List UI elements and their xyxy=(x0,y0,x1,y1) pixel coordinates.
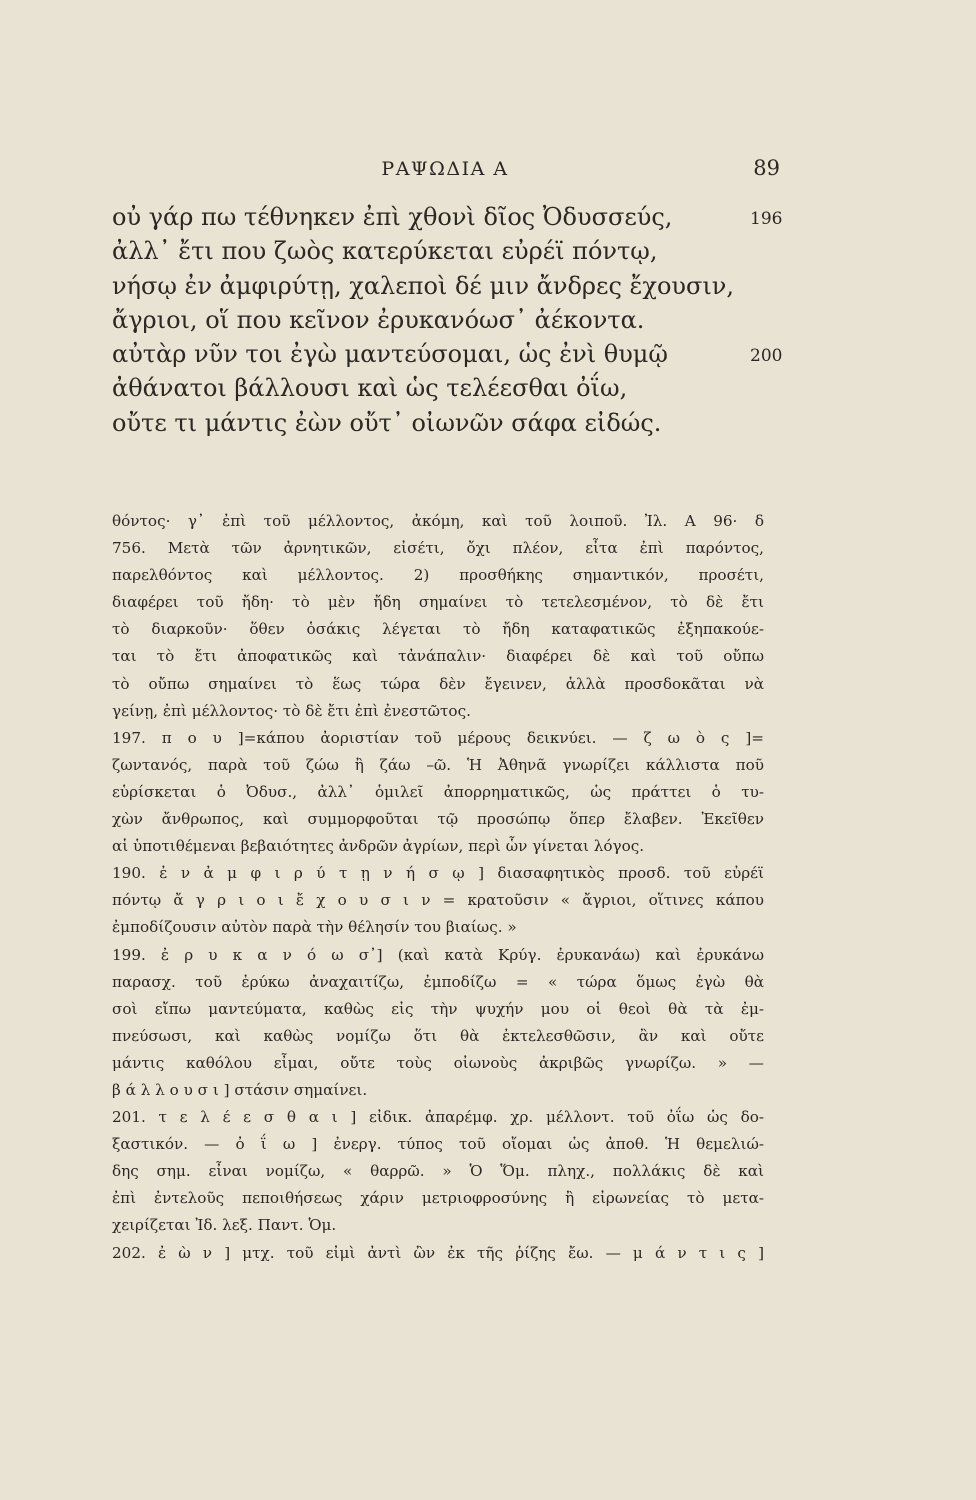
commentary-line: 190. ἐ ν ἀ μ φ ι ρ ύ τ ῃ ν ή σ ῳ ] διασαφητικὸς προσδ. τοῦ εὐρέϊ xyxy=(112,864,764,883)
verse-text: οὔτε τι μάντις ἐὼν οὔτ᾽ οἰωνῶν σάφα εἰδώς. xyxy=(112,408,662,437)
commentary-line: σοὶ εἴπω μαντεύματα, καθὼς εἰς τὴν ψυχήν μου οἱ θεοὶ θὰ τὰ ἐμ- xyxy=(112,999,764,1018)
commentary-line: δης σημ. εἶναι νομίζω, « θαρρῶ. » Ὁ Ὅμ. πληχ., πολλάκις δὲ καὶ xyxy=(112,1162,764,1181)
commentary-line: αἱ ὑποτιθέμεναι βεβαιότητες ἀνδρῶν ἀγρίων, περὶ ὧν γίνεται λόγος. xyxy=(112,837,645,856)
verse-line xyxy=(112,269,792,303)
commentary-line: εὑρίσκεται ὁ Ὀδυσ., ἀλλ᾽ ὁμιλεῖ ἀπορρηματικῶς, ὡς πράττει ὁ τυ- xyxy=(112,782,764,801)
commentary-line: ται τὸ ἔτι ἀποφατικῶς καὶ τἀνάπαλιν· διαφέρει δὲ καὶ τοῦ οὔπω xyxy=(112,647,764,666)
verse-line xyxy=(112,406,792,440)
commentary-line: τὸ οὔπω σημαίνει τὸ ἕως τώρα δὲν ἔγεινεν, ἀλλὰ προσδοκᾶται νὰ xyxy=(112,674,764,693)
commentary-line: 201. τ ε λ έ ε σ θ α ι ] εἰδικ. ἀπαρέμφ. χρ. μέλλοντ. τοῦ ὀΐω ὡς δο- xyxy=(112,1108,764,1127)
verse-text: νήσῳ ἐν ἀμφιρύτῃ, χαλεποὶ δέ μιν ἄνδρες ἔχουσιν, xyxy=(112,271,735,300)
commentary-line: 202. ἐ ὼ ν ] μτχ. τοῦ εἰμὶ ἀντὶ ὢν ἐκ τῆς ῥίζης ἔω. — μ ά ν τ ι ς ] xyxy=(112,1243,764,1262)
commentary-line: ζωντανός, παρὰ τοῦ ζώω ἢ ζάω –ῶ. Ἡ Ἀθηνᾶ γνωρίζει κάλλιστα ποῦ xyxy=(112,755,764,774)
running-title: ΡΑΨΩΔΙΑ Α xyxy=(381,158,509,180)
commentary-line: χὼν ἄνθρωπος, καὶ συμμορφοῦται τῷ προσώπῳ ὅπερ ἔλαβεν. Ἐκεῖθεν xyxy=(112,810,764,829)
verse-text: ἀλλ᾽ ἔτι που ζωὸς κατερύκεται εὐρέϊ πόντῳ, xyxy=(112,237,658,266)
commentary-line: β ά λ λ ο υ σ ι ] στάσιν σημαίνει. xyxy=(112,1080,368,1099)
commentary-line: 197. π ο υ ]=κάπου ἀοριστίαν τοῦ μέρους δεικνύει. — ζ ω ὸ ς ]= xyxy=(112,728,764,747)
verse-block xyxy=(112,200,792,440)
verse-text: ἄγριοι, οἵ που κεῖνον ἐρυκανόωσ᾽ ἀέκοντα. xyxy=(112,305,645,334)
verse-line xyxy=(112,200,792,234)
commentary-line: ξαστικόν. — ὀ ΐ ω ] ἐνεργ. τύπος τοῦ οἴομαι ὡς ἀποθ. Ἡ θεμελιώ- xyxy=(112,1135,764,1154)
commentary-line: γείνῃ, ἐπὶ μέλλοντος· τὸ δὲ ἔτι ἐπὶ ἐνεστῶτος. xyxy=(112,701,471,720)
commentary-line: 199. ἐ ρ υ κ α ν ό ω σ᾽] (καὶ κατὰ Κρύγ. ἐρυκανάω) καὶ ἐρυκάνω xyxy=(112,945,764,964)
commentary-block xyxy=(112,508,764,1267)
commentary-line: χειρίζεται Ἰδ. λεξ. Παντ. Ὁμ. xyxy=(112,1216,337,1235)
commentary-line: θόντος· γ᾽ ἐπὶ τοῦ μέλλοντος, ἀκόμη, καὶ τοῦ λοιποῦ. Ἰλ. Α 96· δ xyxy=(112,512,764,530)
commentary-line: μάντις καθόλου εἶμαι, οὔτε τοὺς οἰωνοὺς ἀκριβῶς γνωρίζω. » — xyxy=(112,1053,764,1072)
verse-line xyxy=(112,371,792,405)
verse-line xyxy=(112,337,792,371)
verse-line xyxy=(112,303,792,337)
commentary-line: διαφέρει τοῦ ἤδη· τὸ μὲν ἤδη σημαίνει τὸ τετελεσμένον, τὸ δὲ ἔτι xyxy=(112,593,764,612)
commentary-line: παρασχ. τοῦ ἐρύκω ἀναχαιτίζω, ἐμποδίζω = « τώρα ὅμως ἐγὼ θὰ xyxy=(112,972,764,991)
commentary-line: ἐμποδίζουσιν αὐτὸν παρὰ τὴν θέλησίν του βιαίως. » xyxy=(112,918,517,937)
commentary-line: πνεύσωσι, καὶ καθὼς νομίζω ὅτι θὰ ἐκτελεσθῶσιν, ἂν καὶ οὔτε xyxy=(112,1026,764,1045)
verse-text: οὐ γάρ πω τέθνηκεν ἐπὶ χθονὶ δῖος Ὀδυσσεύς, xyxy=(112,203,673,231)
verse-text: αὐτὰρ νῦν τοι ἐγὼ μαντεύσομαι, ὡς ἐνὶ θυμῷ xyxy=(112,340,668,369)
verse-text: ἀθάνατοι βάλλουσι καὶ ὡς τελέεσθαι ὀΐω, xyxy=(112,374,628,403)
commentary-line: παρελθόντος καὶ μέλλοντος. 2) προσθήκης σημαντικόν, προσέτι, xyxy=(112,566,764,585)
verse-number: 200 xyxy=(750,346,783,367)
page-number: 89 xyxy=(753,156,780,180)
commentary-line: τὸ διαρκοῦν· ὅθεν ὁσάκις λέγεται τὸ ἤδη καταφατικῶς ἐξηπακούε- xyxy=(112,620,764,639)
page-header xyxy=(110,158,780,188)
verse-number: 196 xyxy=(750,209,783,229)
commentary-line: ἐπὶ ἐντελοῦς πεποιθήσεως χάριν μετριοφροσύνης ἢ εἰρωνείας τὸ μετα- xyxy=(112,1189,764,1208)
commentary-line: 756. Μετὰ τῶν ἀρνητικῶν, εἰσέτι, ὄχι πλέον, εἶτα ἐπὶ παρόντος, xyxy=(112,539,764,558)
verse-line xyxy=(112,234,792,268)
commentary-line: πόντῳ ἄ γ ρ ι ο ι ἔ χ ο υ σ ι ν = κρατοῦσιν « ἄγριοι, οἵτινες κάπου xyxy=(112,891,764,910)
